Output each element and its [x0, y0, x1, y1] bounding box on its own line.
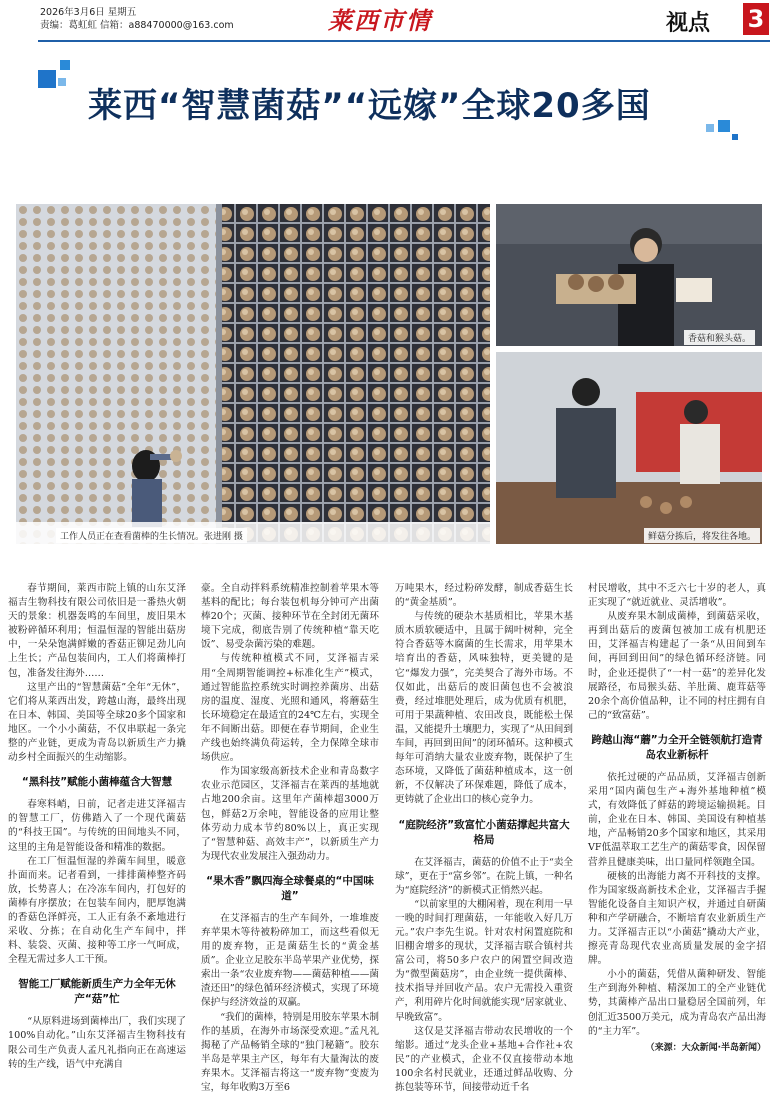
- editor-line: 责编：葛虹虹 信箱：a88470000@163.com: [40, 20, 234, 31]
- article-column-2: [201, 582, 379, 1095]
- paragraph: 在艾泽福吉的生产车间外，一堆堆废弃苹果木等待被粉碎加工，而这些看似无用的废弃物，正是菌菇生长的“黄金基质”。企业立足胶东半岛苹果产业优势，探索出一条“农业废弃物——菌菇种植——菌渣还田”的绿色循环经济模式，实现了环境保护与经济效益的双赢。: [201, 912, 379, 1009]
- paragraph: “从原料进场到菌棒出厂，我们实现了100%自动化。”山东艾泽福吉生物科技有限公司生产负责人孟凡礼指向正在高速运转的生产线，语气中充满自: [8, 1016, 186, 1070]
- decorative-squares-right: [706, 120, 746, 160]
- subheading: “果木香”飘四海全球餐桌的“中国味道”: [206, 874, 374, 902]
- paragraph: 豪。全自动拌料系统精准控制着苹果木等基料的配比；每台装包机每分钟可产出菌棒20个；灭菌、接种环节在全封闭无菌环境下完成，彻底告别了传统种植“靠天吃饭”、易受杂菌污染的难题。: [201, 583, 379, 651]
- paragraph: “以前家里的大棚闲着，现在利用一早一晚的时间打理菌菇，一年能收入好几万元。”农户李先生说。针对农村闲置庭院和旧棚舍增多的现状，艾泽福吉联合镇村共富公司，将50多户农户的闲置空间改造为“微型菌菇房”，由企业统一提供菌棒、技术指导并回收产品。农户无需投入重资产，利用碎片化时间就能实现“居家就业、早晚致富”。: [395, 898, 573, 1023]
- paragraph: 春节期间，莱西市院上镇的山东艾泽福吉生物科技有限公司依旧是一番热火朝天的景象：机器轰鸣的车间里，废旧果木被粉碎循环利用；恒温恒湿的智能出菇房中，一朵朵饱满鲜嫩的香菇正铆足劲儿向上生长；产品包装间内，工人们将菌棒打包，准备发往海外……: [8, 583, 186, 679]
- article-body: [8, 582, 768, 1092]
- paragraph: 小小的菌菇，凭借从菌种研发、智能生产到海外种植、精深加工的全产业链优势，其菌棒产品出口量稳居全国前列，年创汇近3500万美元，成为青岛农产品出海的“主力军”。: [588, 969, 766, 1037]
- bottom-right-caption: 鲜菇分拣后，将发往各地。: [644, 528, 760, 543]
- paragraph: 硬核的出海能力离不开科技的支撑。作为国家级高新技术企业，艾泽福吉手握智能化设备自主知识产权，并通过自研菌种和产学研融合，不断培育农业新质生产力。艾泽福吉正以“小菌菇”撬动大产业，擦亮青岛现代农业高质量发展的金字招牌。: [588, 870, 766, 967]
- paragraph: 在艾泽福吉，菌菇的价值不止于“卖全球”，更在于“富乡邻”。在院上镇，一种名为“庭院经济”的新模式正悄然兴起。: [395, 856, 573, 896]
- header-rule: [38, 40, 770, 42]
- top-right-photo: [496, 204, 762, 346]
- article-source: （来源：大众新闻·半岛新闻）: [645, 1042, 766, 1053]
- paragraph: 依托过硬的产品品质，艾泽福吉创新采用“国内菌包生产+海外基地种植”模式，有效降低了鲜菇的跨境运输损耗。目前，企业在日本、韩国、美国设有种植基地，产品畅销20多个国家和地区，其采用VF低温萃取工艺生产的菌菇零食，因保留营养且健康美味，出口量同样领跑全国。: [588, 771, 766, 868]
- article-column-1: [8, 582, 186, 1072]
- bottom-right-photo: [496, 352, 762, 544]
- page-headline: 莱西“智慧菌菇”“远嫁”全球20多国: [88, 86, 651, 126]
- paragraph: 在工厂恒温恒湿的养菌车间里，暖意扑面而来。记者看到，一排排菌棒整齐码放，长势喜人；在冷冻车间内，打包好的菌棒有序摆放；在包装车间内，肥厚饱满的香菇色泽鲜亮，工人正有条不紊地进行采收、分拣；在自动化生产车间中，拌料、装袋、灭菌、接种等工序一气呵成，全程无需过多人工干预。: [8, 855, 186, 966]
- sorting-workers-image: [496, 352, 762, 544]
- paragraph: 春寒料峭，日前，记者走进艾泽福吉的智慧工厂，仿佛踏入了一个现代菌菇的“科技王国”。与传统的田间地头不同，这里的主角是智能设备和精准的数据。: [8, 799, 186, 853]
- article-column-4: [588, 582, 766, 1055]
- paragraph: “我们的菌棒，特别是用胶东苹果木制作的基质，在海外市场深受欢迎。”孟凡礼揭秘了产品畅销全球的“独门秘籍”。胶东半岛是苹果主产区，每年有大量淘汰的废弃果木。艾泽福吉将这一“废弃物”变废为宝，每年收购3万至6: [201, 1011, 379, 1093]
- paragraph: 从废弃果木制成菌棒，到菌菇采收，再到出菇后的废菌包被加工成有机肥还田，艾泽福吉构建起了一条“从田间到车间，再回到田间”的绿色循环经济链。同时，企业还提供了“一村一菇”的差异化发展路径，布局猴头菇、羊肚菌、鹿茸菇等20余个高价值品种，让不同的村庄拥有自己的“致富菇”。: [588, 611, 766, 721]
- paragraph: 与传统种植模式不同，艾泽福吉采用“全周期智能调控+标准化生产”模式，通过智能监控系统实时调控养菌房、出菇房的温度、湿度、光照和通风，将蘑菇生长环境稳定在最适宜的24℃左右，实现全年不间断出菇。即便在春节期间，企业生产线也始终满负荷运转，全力保障全球市场供应。: [201, 653, 379, 764]
- paragraph: 与传统的硬杂木基质相比，苹果木基质木质软硬适中，且属于阔叶树种，完全符合香菇等木腐菌的生长需求，用苹果木培育出的香菇，风味独特，更美键的是它“爆发力强”，完美契合了海外市场。不仅如此，出菇后的废旧菌包也不会被浪费，经过堆肥处理后，成为优质有机肥，可用于果蔬种植、农田改良，既能松土保温，又能提升土壤肥力，实现了“从田间到车间，再回到田间”的闭环循环。这种模式每年可消纳大量农业废弃物，既保护了生态环境，又降低了菌菇种植成本，这一创新，不仅解决了环保难题，降低了成本，更铸就了企业出口的核心竞争力。: [395, 611, 573, 806]
- section-title: 视点: [666, 11, 711, 36]
- top-right-caption: 香菇和猴头菇。: [684, 330, 755, 345]
- page-number: 3: [743, 3, 769, 35]
- paragraph: 作为国家级高新技术企业和青岛数字农业示范园区，艾泽福吉在莱西的基地就占地200余亩。这里年产菌棒超3000万包，鲜菇2万余吨，智能设备的应用让整体劳动力成本节约80%以上，真正实现了“智慧种菇、高效丰产”，以新质生产力为现代农业发展注入强劲动力。: [201, 766, 379, 862]
- mushroom-shelves-image: [16, 204, 490, 544]
- subheading: 跨越山海“蘑”力全开全链领航打造青岛农业新标杆: [591, 733, 763, 761]
- subheading: 智能工厂赋能新质生产力全年无休产“菇”忙: [18, 978, 176, 1006]
- subheading: “黑科技”赋能小菌棒蕴含大智慧: [21, 776, 173, 789]
- header-meta: [40, 6, 234, 32]
- subheading: “庭院经济”致富忙小菌菇撑起共富大格局: [398, 818, 570, 846]
- main-photo: [16, 204, 490, 544]
- paragraph: 万吨果木，经过粉碎发酵，制成香菇生长的“黄金基质”。: [395, 583, 573, 609]
- decorative-squares: [38, 60, 78, 100]
- date-line: 2026年3月6日 星期五: [40, 7, 137, 18]
- paragraph: 这仅是艾泽福吉带动农民增收的一个缩影。通过“龙头企业+基地+合作社+农民”的产业模式，企业不仅直接带动本地100余名村民就业，还通过鲜品收购、分拣包装等环节，间接带动近千名: [395, 1025, 573, 1093]
- article-column-3: [395, 582, 573, 1095]
- main-photo-caption: 工作人员正在查看菌棒的生长情况。张进刚 摄: [56, 528, 247, 543]
- page-header: [0, 0, 772, 40]
- paragraph: 这里产出的“智慧菌菇”全年“无休”，它们将从莱西出发，跨越山海，最终出现在日本、韩国、美国等全球20多个国家和地区。一个小小菌菇，不仅串联起一条完整的产业链，更成为青岛以新质生产力撬动乡村全面振兴的生动缩影。: [8, 681, 186, 764]
- paragraph: 村民增收，其中不乏六七十岁的老人，真正实现了“就近就业、灵活增收”。: [588, 583, 766, 609]
- mushroom-holder-image: [496, 204, 762, 346]
- masthead-logo: 莱西市情: [328, 6, 432, 35]
